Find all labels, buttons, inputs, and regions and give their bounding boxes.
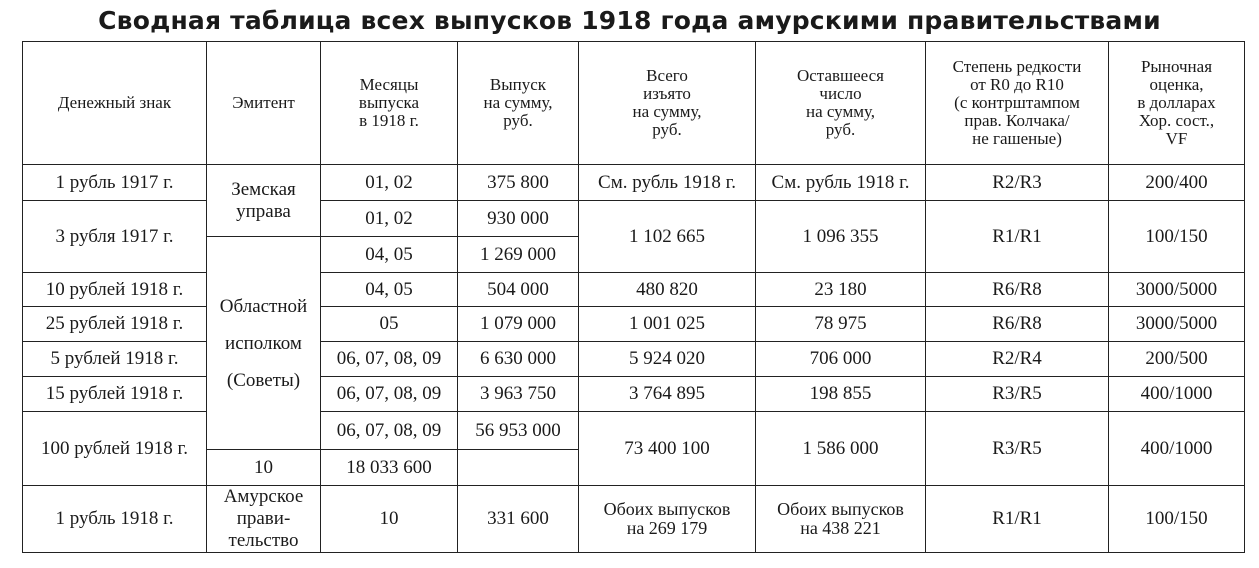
market-cell: 200/400 xyxy=(1109,165,1245,201)
issuer-amurskoe: Амурское прави- тельство xyxy=(207,486,321,553)
market-cell: 100/150 xyxy=(1109,486,1245,553)
withdrawn-cell: 1 102 665 xyxy=(579,201,756,273)
issue-cell: 375 800 xyxy=(458,165,579,201)
header-row xyxy=(23,42,1245,165)
issue-cell: 56 953 000 xyxy=(458,412,579,450)
table-row xyxy=(23,165,1245,201)
header-market: Рыночная оценка, в долларах Хор. сост., VF xyxy=(1109,42,1245,165)
issue-cell: 3 963 750 xyxy=(458,377,579,412)
issue-cell: 504 000 xyxy=(458,273,579,307)
market-cell: 3000/5000 xyxy=(1109,307,1245,342)
header-months: Месяцы выпуска в 1918 г. xyxy=(321,42,458,165)
table-row xyxy=(23,307,1245,342)
months-cell: 10 xyxy=(321,486,458,553)
withdrawn-cell: См. рубль 1918 г. xyxy=(579,165,756,201)
months-cell: 04, 05 xyxy=(321,237,458,273)
remaining-cell: Обоих выпусков на 438 221 xyxy=(756,486,926,553)
header-issue-sum: Выпуск на сумму, руб. xyxy=(458,42,579,165)
months-cell: 06, 07, 08, 09 xyxy=(321,412,458,450)
rarity-cell: R3/R5 xyxy=(926,412,1109,486)
months-cell: 01, 02 xyxy=(321,165,458,201)
denomination-cell: 5 рублей 1918 г. xyxy=(23,342,207,377)
table-row xyxy=(23,273,1245,307)
issue-cell: 6 630 000 xyxy=(458,342,579,377)
rarity-cell: R1/R1 xyxy=(926,201,1109,273)
header-issuer: Эмитент xyxy=(207,42,321,165)
issues-table xyxy=(22,41,1245,553)
remaining-cell: 1 096 355 xyxy=(756,201,926,273)
months-cell: 05 xyxy=(321,307,458,342)
market-cell: 400/1000 xyxy=(1109,412,1245,486)
months-cell: 06, 07, 08, 09 xyxy=(321,342,458,377)
issue-cell: 18 033 600 xyxy=(321,450,458,486)
months-cell: 06, 07, 08, 09 xyxy=(321,377,458,412)
table-title: Сводная таблица всех выпусков 1918 года амурскими правительствами xyxy=(98,6,1161,35)
denomination-cell: 1 рубль 1918 г. xyxy=(23,486,207,553)
denomination-cell: 25 рублей 1918 г. xyxy=(23,307,207,342)
remaining-cell: 78 975 xyxy=(756,307,926,342)
issuer-zemskaya: Земская управа xyxy=(207,165,321,237)
remaining-cell: 198 855 xyxy=(756,377,926,412)
table-row xyxy=(23,201,1245,237)
table-row xyxy=(23,486,1245,553)
months-cell: 01, 02 xyxy=(321,201,458,237)
rarity-cell: R6/R8 xyxy=(926,307,1109,342)
denomination-cell: 1 рубль 1917 г. xyxy=(23,165,207,201)
months-cell: 10 xyxy=(207,450,321,486)
header-withdrawn: Всего изъято на сумму, руб. xyxy=(579,42,756,165)
market-cell: 100/150 xyxy=(1109,201,1245,273)
header-denomination: Денежный знак xyxy=(23,42,207,165)
header-remaining: Оставшееся число на сумму, руб. xyxy=(756,42,926,165)
remaining-cell: 706 000 xyxy=(756,342,926,377)
denomination-cell: 3 рубля 1917 г. xyxy=(23,201,207,273)
withdrawn-cell: 480 820 xyxy=(579,273,756,307)
denomination-cell: 10 рублей 1918 г. xyxy=(23,273,207,307)
withdrawn-cell: Обоих выпусков на 269 179 xyxy=(579,486,756,553)
market-cell: 3000/5000 xyxy=(1109,273,1245,307)
table-row xyxy=(23,412,1245,450)
table-row xyxy=(23,377,1245,412)
rarity-cell: R6/R8 xyxy=(926,273,1109,307)
denomination-cell: 15 рублей 1918 г. xyxy=(23,377,207,412)
withdrawn-cell: 5 924 020 xyxy=(579,342,756,377)
issuer-oblastnoy: Областной исполком (Советы) xyxy=(207,237,321,450)
rarity-cell: R2/R3 xyxy=(926,165,1109,201)
withdrawn-cell: 1 001 025 xyxy=(579,307,756,342)
remaining-cell: 23 180 xyxy=(756,273,926,307)
withdrawn-cell: 73 400 100 xyxy=(579,412,756,486)
issue-cell: 1 079 000 xyxy=(458,307,579,342)
withdrawn-cell: 3 764 895 xyxy=(579,377,756,412)
remaining-cell: См. рубль 1918 г. xyxy=(756,165,926,201)
market-cell: 200/500 xyxy=(1109,342,1245,377)
remaining-cell: 1 586 000 xyxy=(756,412,926,486)
months-cell: 04, 05 xyxy=(321,273,458,307)
issue-cell: 331 600 xyxy=(458,486,579,553)
issue-cell: 930 000 xyxy=(458,201,579,237)
issue-cell: 1 269 000 xyxy=(458,237,579,273)
denomination-cell: 100 рублей 1918 г. xyxy=(23,412,207,486)
rarity-cell: R3/R5 xyxy=(926,377,1109,412)
table-row xyxy=(23,342,1245,377)
rarity-cell: R2/R4 xyxy=(926,342,1109,377)
market-cell: 400/1000 xyxy=(1109,377,1245,412)
rarity-cell: R1/R1 xyxy=(926,486,1109,553)
header-rarity: Степень редкости от R0 до R10 (с контрштампом прав. Колчака/ не гашеные) xyxy=(926,42,1109,165)
